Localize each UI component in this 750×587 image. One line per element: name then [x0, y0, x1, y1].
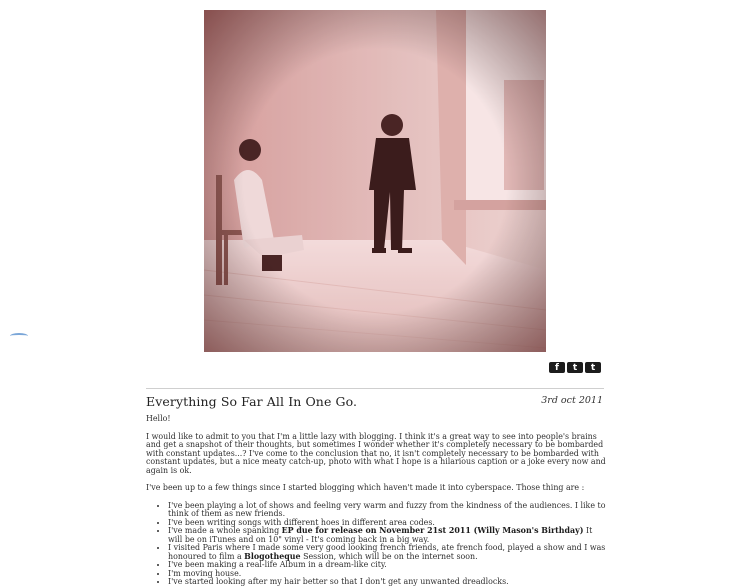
blogotheque-link[interactable]: Blogotheque — [244, 551, 301, 561]
list-item: • I've started looking after my hair better so that I don't get any unwanted dreadlocks. — [168, 578, 606, 587]
post-lead: I've been up to a few things since I started blogging which haven't made it into cyberspace. Those thing are : — [146, 483, 585, 492]
post-greeting: Hello! — [146, 414, 171, 423]
divider — [146, 388, 604, 389]
list-item: • I've been playing a lot of shows and feeling very warm and fuzzy from the kindness of the audiences. I like to think of them as new friends. — [168, 502, 606, 519]
list-item: • I've been writing songs with different hoes in different area codes. — [168, 519, 606, 528]
post-title[interactable]: Everything So Far All In One Go. — [146, 394, 358, 409]
share-buttons — [549, 362, 601, 373]
decorative-arc — [10, 333, 28, 339]
facebook-share-icon[interactable]: f — [549, 362, 565, 373]
list-item: • I visited Paris where I made some very good looking french friends, ate french food, played a show and I was honoured to film a Blogotheque Session, which will be on the internet soon. — [168, 544, 606, 561]
post-intro: I would like to admit to you that I'm a little lazy with blogging. I think it's a great way to see into people's brains and get a snapshot of their thoughts, but sometimes I wonder whether it's completely necessary to be bombarded with constant updates...? I've come to the conclusion that no, it isn't completely necessary to be bombarded with constant updates, but a nice meaty catch-up, photo with what I hope is a hilarious caption or a joke every now and again is ok. — [146, 431, 606, 475]
list-item: • I've been making a real-life Album in a dream-like city. — [168, 561, 606, 570]
twitter-share-icon[interactable]: t — [567, 362, 583, 373]
band-photo — [204, 10, 546, 352]
list-item: • I've made a whole spanking EP due for release on November 21st 2011 (Willy Mason's Birthday) It will be on iTunes and on 10" vinyl - It's coming back in a big way. — [168, 527, 606, 544]
post-date: 3rd oct 2011 — [541, 395, 603, 406]
tumblr-share-icon[interactable]: t — [585, 362, 601, 373]
post-body — [146, 415, 606, 587]
update-list — [146, 502, 606, 587]
list-item: • I'm moving house. — [168, 570, 606, 579]
